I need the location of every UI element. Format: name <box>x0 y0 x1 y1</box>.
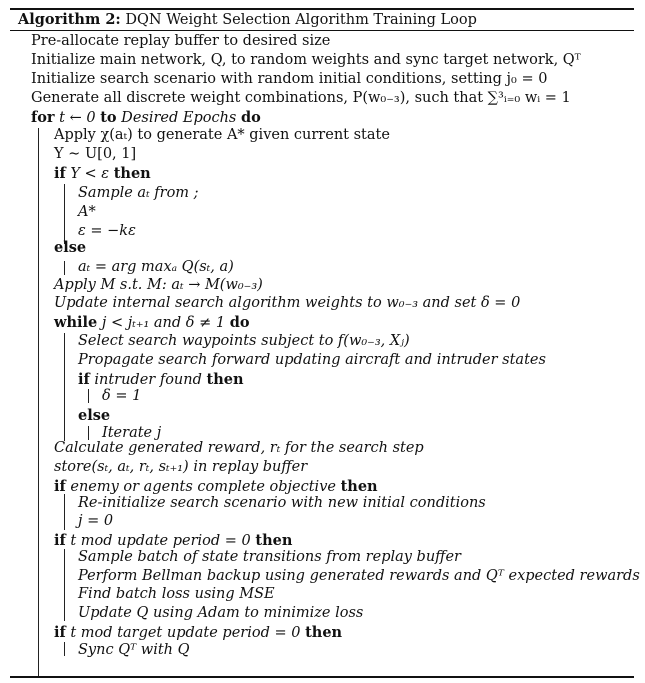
if-condition: Y < ε <box>65 166 114 182</box>
line-30: Perform Bellman backup using generated rewards and Qᵀ expected rewards <box>78 568 640 584</box>
line-26: Re-initialize search scenario with new initial conditions <box>78 495 486 511</box>
keyword-then-5: then <box>305 624 343 641</box>
title-rule <box>10 30 634 31</box>
for-limit: Desired Epochs <box>116 110 241 126</box>
line-16-while <box>54 313 250 332</box>
else-guide-2 <box>88 426 89 440</box>
line-17: Select search waypoints subject to f(w₀₋₃, Xⱼ) <box>78 333 410 349</box>
algorithm-label: Algorithm 2: <box>18 11 121 28</box>
line-31: Find batch loss using MSE <box>78 586 275 602</box>
keyword-then-4: then <box>255 532 293 549</box>
line-33-if <box>54 623 342 642</box>
keyword-for: for <box>31 109 55 126</box>
keyword-else-2: else <box>78 407 111 424</box>
line-03: Initialize search scenario with random initial conditions, setting j₀ = 0 <box>31 71 548 87</box>
while-guide <box>64 333 65 441</box>
keyword-if: if <box>54 165 66 182</box>
line-12-else <box>54 238 86 257</box>
line-15: Update internal search algorithm weights to w₀₋₃ and set δ = 0 <box>54 295 521 311</box>
algorithm-name: DQN Weight Selection Algorithm Training Loop <box>125 12 477 28</box>
line-02: Initialize main network, Q, to random weights and sync target network, Qᵀ <box>31 52 581 68</box>
line-34: Sync Qᵀ with Q <box>78 642 190 658</box>
keyword-if-2: if <box>78 371 90 388</box>
keyword-while: while <box>54 314 98 331</box>
keyword-then-2: then <box>206 371 244 388</box>
line-18: Propagate search forward updating aircraft and intruder states <box>78 352 546 368</box>
keyword-do-2: do <box>229 314 250 331</box>
line-08-if <box>54 164 151 183</box>
line-14: Apply M s.t. M: aₜ → M(w₀₋₃) <box>54 277 263 293</box>
line-23: Calculate generated reward, rₜ for the search step <box>54 440 424 456</box>
line-21-else <box>78 406 110 425</box>
line-09: Sample aₜ from ; <box>78 185 199 201</box>
line-05-for <box>31 108 261 127</box>
for-loop-guide <box>38 128 39 676</box>
keyword-else: else <box>54 239 87 256</box>
else-guide-1 <box>64 261 65 275</box>
line-27: j = 0 <box>78 513 114 529</box>
if-condition-5: t mod target update period = 0 <box>65 625 306 641</box>
bottom-rule <box>10 676 634 678</box>
keyword-if-4: if <box>54 532 66 549</box>
then-guide-1 <box>64 184 65 244</box>
keyword-if-5: if <box>54 624 66 641</box>
keyword-then-3: then <box>340 478 378 495</box>
keyword-to: to <box>100 109 117 126</box>
then-guide-5 <box>64 642 65 656</box>
if-condition-3: enemy or agents complete objective <box>65 479 341 495</box>
line-07: Y ∼ U[0, 1] <box>54 146 137 162</box>
line-01: Pre-allocate replay buffer to desired size <box>31 33 331 49</box>
line-32: Update Q using Adam to minimize loss <box>78 605 364 621</box>
keyword-if-3: if <box>54 478 66 495</box>
line-22: Iterate j <box>102 425 162 441</box>
then-guide-3 <box>64 494 65 530</box>
line-20: δ = 1 <box>102 388 142 404</box>
line-29: Sample batch of state transitions from replay buffer <box>78 549 461 565</box>
then-guide-4 <box>64 549 65 621</box>
line-13: aₜ = arg maxₐ Q(sₜ, a) <box>78 259 234 275</box>
line-10: A* <box>78 204 96 220</box>
line-06: Apply χ(aₜ) to generate A* given current state <box>54 127 390 143</box>
algorithm-title <box>18 10 477 30</box>
line-04: Generate all discrete weight combinations, P(w₀₋₃), such that ∑³ᵢ₌₀ wᵢ = 1 <box>31 90 571 106</box>
if-condition-2: intruder found <box>89 372 207 388</box>
for-range: t ← 0 <box>54 110 101 126</box>
then-guide-2 <box>88 389 89 403</box>
keyword-then: then <box>113 165 151 182</box>
keyword-do: do <box>240 109 261 126</box>
if-condition-4: t mod update period = 0 <box>65 533 256 549</box>
while-condition: j < jₜ₊₁ and δ ≠ 1 <box>97 315 230 331</box>
line-24: store(sₜ, aₜ, rₜ, sₜ₊₁) in replay buffer <box>54 459 308 475</box>
line-11: ε = −kε <box>78 223 136 239</box>
